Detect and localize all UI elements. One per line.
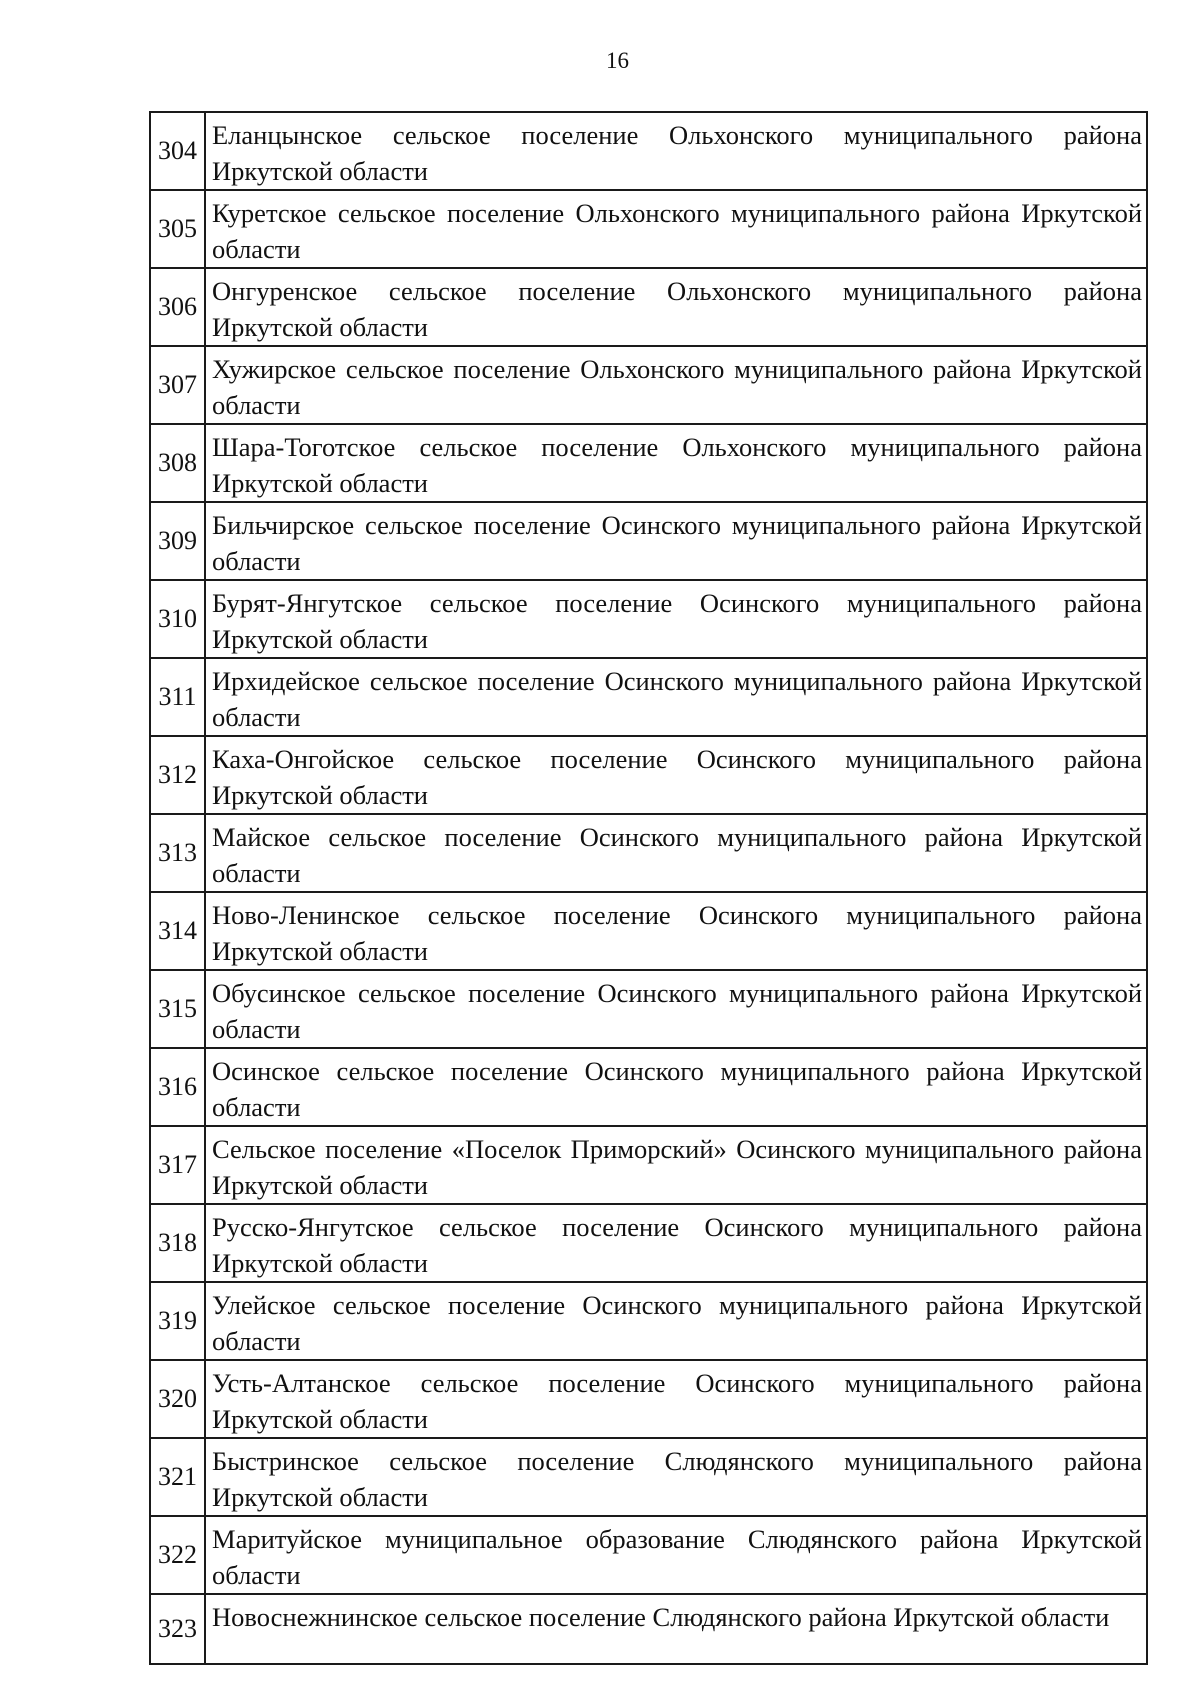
table-row (150, 112, 1147, 190)
municipality-name: Бурят-Янгутское сельское поселение Осинского муниципального района Иркутской области (205, 580, 1147, 658)
row-number: 305 (150, 190, 205, 268)
row-number: 322 (150, 1516, 205, 1594)
municipality-name: Бильчирское сельское поселение Осинского муниципального района Иркутской области (205, 502, 1147, 580)
row-number: 319 (150, 1282, 205, 1360)
table-row (150, 1204, 1147, 1282)
row-number: 320 (150, 1360, 205, 1438)
municipalities-table (149, 111, 1148, 1665)
row-number: 311 (150, 658, 205, 736)
municipality-name: Хужирское сельское поселение Ольхонского муниципального района Иркутской области (205, 346, 1147, 424)
table-row (150, 502, 1147, 580)
row-number: 312 (150, 736, 205, 814)
row-number: 318 (150, 1204, 205, 1282)
page-number: 16 (606, 48, 629, 73)
municipality-name: Осинское сельское поселение Осинского муниципального района Иркутской области (205, 1048, 1147, 1126)
table-row (150, 1594, 1147, 1664)
table-row (150, 1048, 1147, 1126)
row-number: 309 (150, 502, 205, 580)
table-row (150, 1438, 1147, 1516)
municipality-name: Каха-Онгойское сельское поселение Осинского муниципального района Иркутской области (205, 736, 1147, 814)
table-row (150, 1516, 1147, 1594)
municipality-name: Шара-Тоготское сельское поселение Ольхонского муниципального района Иркутской области (205, 424, 1147, 502)
municipality-name: Усть-Алтанское сельское поселение Осинского муниципального района Иркутской области (205, 1360, 1147, 1438)
row-number: 314 (150, 892, 205, 970)
table-row (150, 424, 1147, 502)
table-row (150, 658, 1147, 736)
municipality-name: Обусинское сельское поселение Осинского муниципального района Иркутской области (205, 970, 1147, 1048)
table-row (150, 190, 1147, 268)
table-row (150, 814, 1147, 892)
table-row (150, 1360, 1147, 1438)
row-number: 317 (150, 1126, 205, 1204)
municipality-name: Русско-Янгутское сельское поселение Осинского муниципального района Иркутской области (205, 1204, 1147, 1282)
table-row (150, 892, 1147, 970)
municipality-name: Онгуренское сельское поселение Ольхонского муниципального района Иркутской области (205, 268, 1147, 346)
row-number: 321 (150, 1438, 205, 1516)
municipality-name: Сельское поселение «Поселок Приморский» Осинского муниципального района Иркутской области (205, 1126, 1147, 1204)
municipality-name: Ирхидейское сельское поселение Осинского муниципального района Иркутской области (205, 658, 1147, 736)
municipality-name: Улейское сельское поселение Осинского муниципального района Иркутской области (205, 1282, 1147, 1360)
table-row (150, 268, 1147, 346)
municipality-name: Куретское сельское поселение Ольхонского муниципального района Иркутской области (205, 190, 1147, 268)
table-row (150, 346, 1147, 424)
row-number: 315 (150, 970, 205, 1048)
row-number: 304 (150, 112, 205, 190)
row-number: 307 (150, 346, 205, 424)
row-number: 323 (150, 1594, 205, 1664)
table-row (150, 736, 1147, 814)
row-number: 308 (150, 424, 205, 502)
row-number: 306 (150, 268, 205, 346)
table-row (150, 580, 1147, 658)
row-number: 310 (150, 580, 205, 658)
table-row (150, 970, 1147, 1048)
municipality-name: Ново-Ленинское сельское поселение Осинского муниципального района Иркутской области (205, 892, 1147, 970)
municipality-name: Майское сельское поселение Осинского муниципального района Иркутской области (205, 814, 1147, 892)
municipality-name: Быстринское сельское поселение Слюдянского муниципального района Иркутской области (205, 1438, 1147, 1516)
row-number: 316 (150, 1048, 205, 1126)
table-row (150, 1282, 1147, 1360)
table-row (150, 1126, 1147, 1204)
row-number: 313 (150, 814, 205, 892)
municipality-name: Еланцынское сельское поселение Ольхонского муниципального района Иркутской области (205, 112, 1147, 190)
table-body (150, 112, 1147, 1664)
municipality-name: Маритуйское муниципальное образование Слюдянского района Иркутской области (205, 1516, 1147, 1594)
municipality-name: Новоснежнинское сельское поселение Слюдянского района Иркутской области (205, 1594, 1147, 1664)
